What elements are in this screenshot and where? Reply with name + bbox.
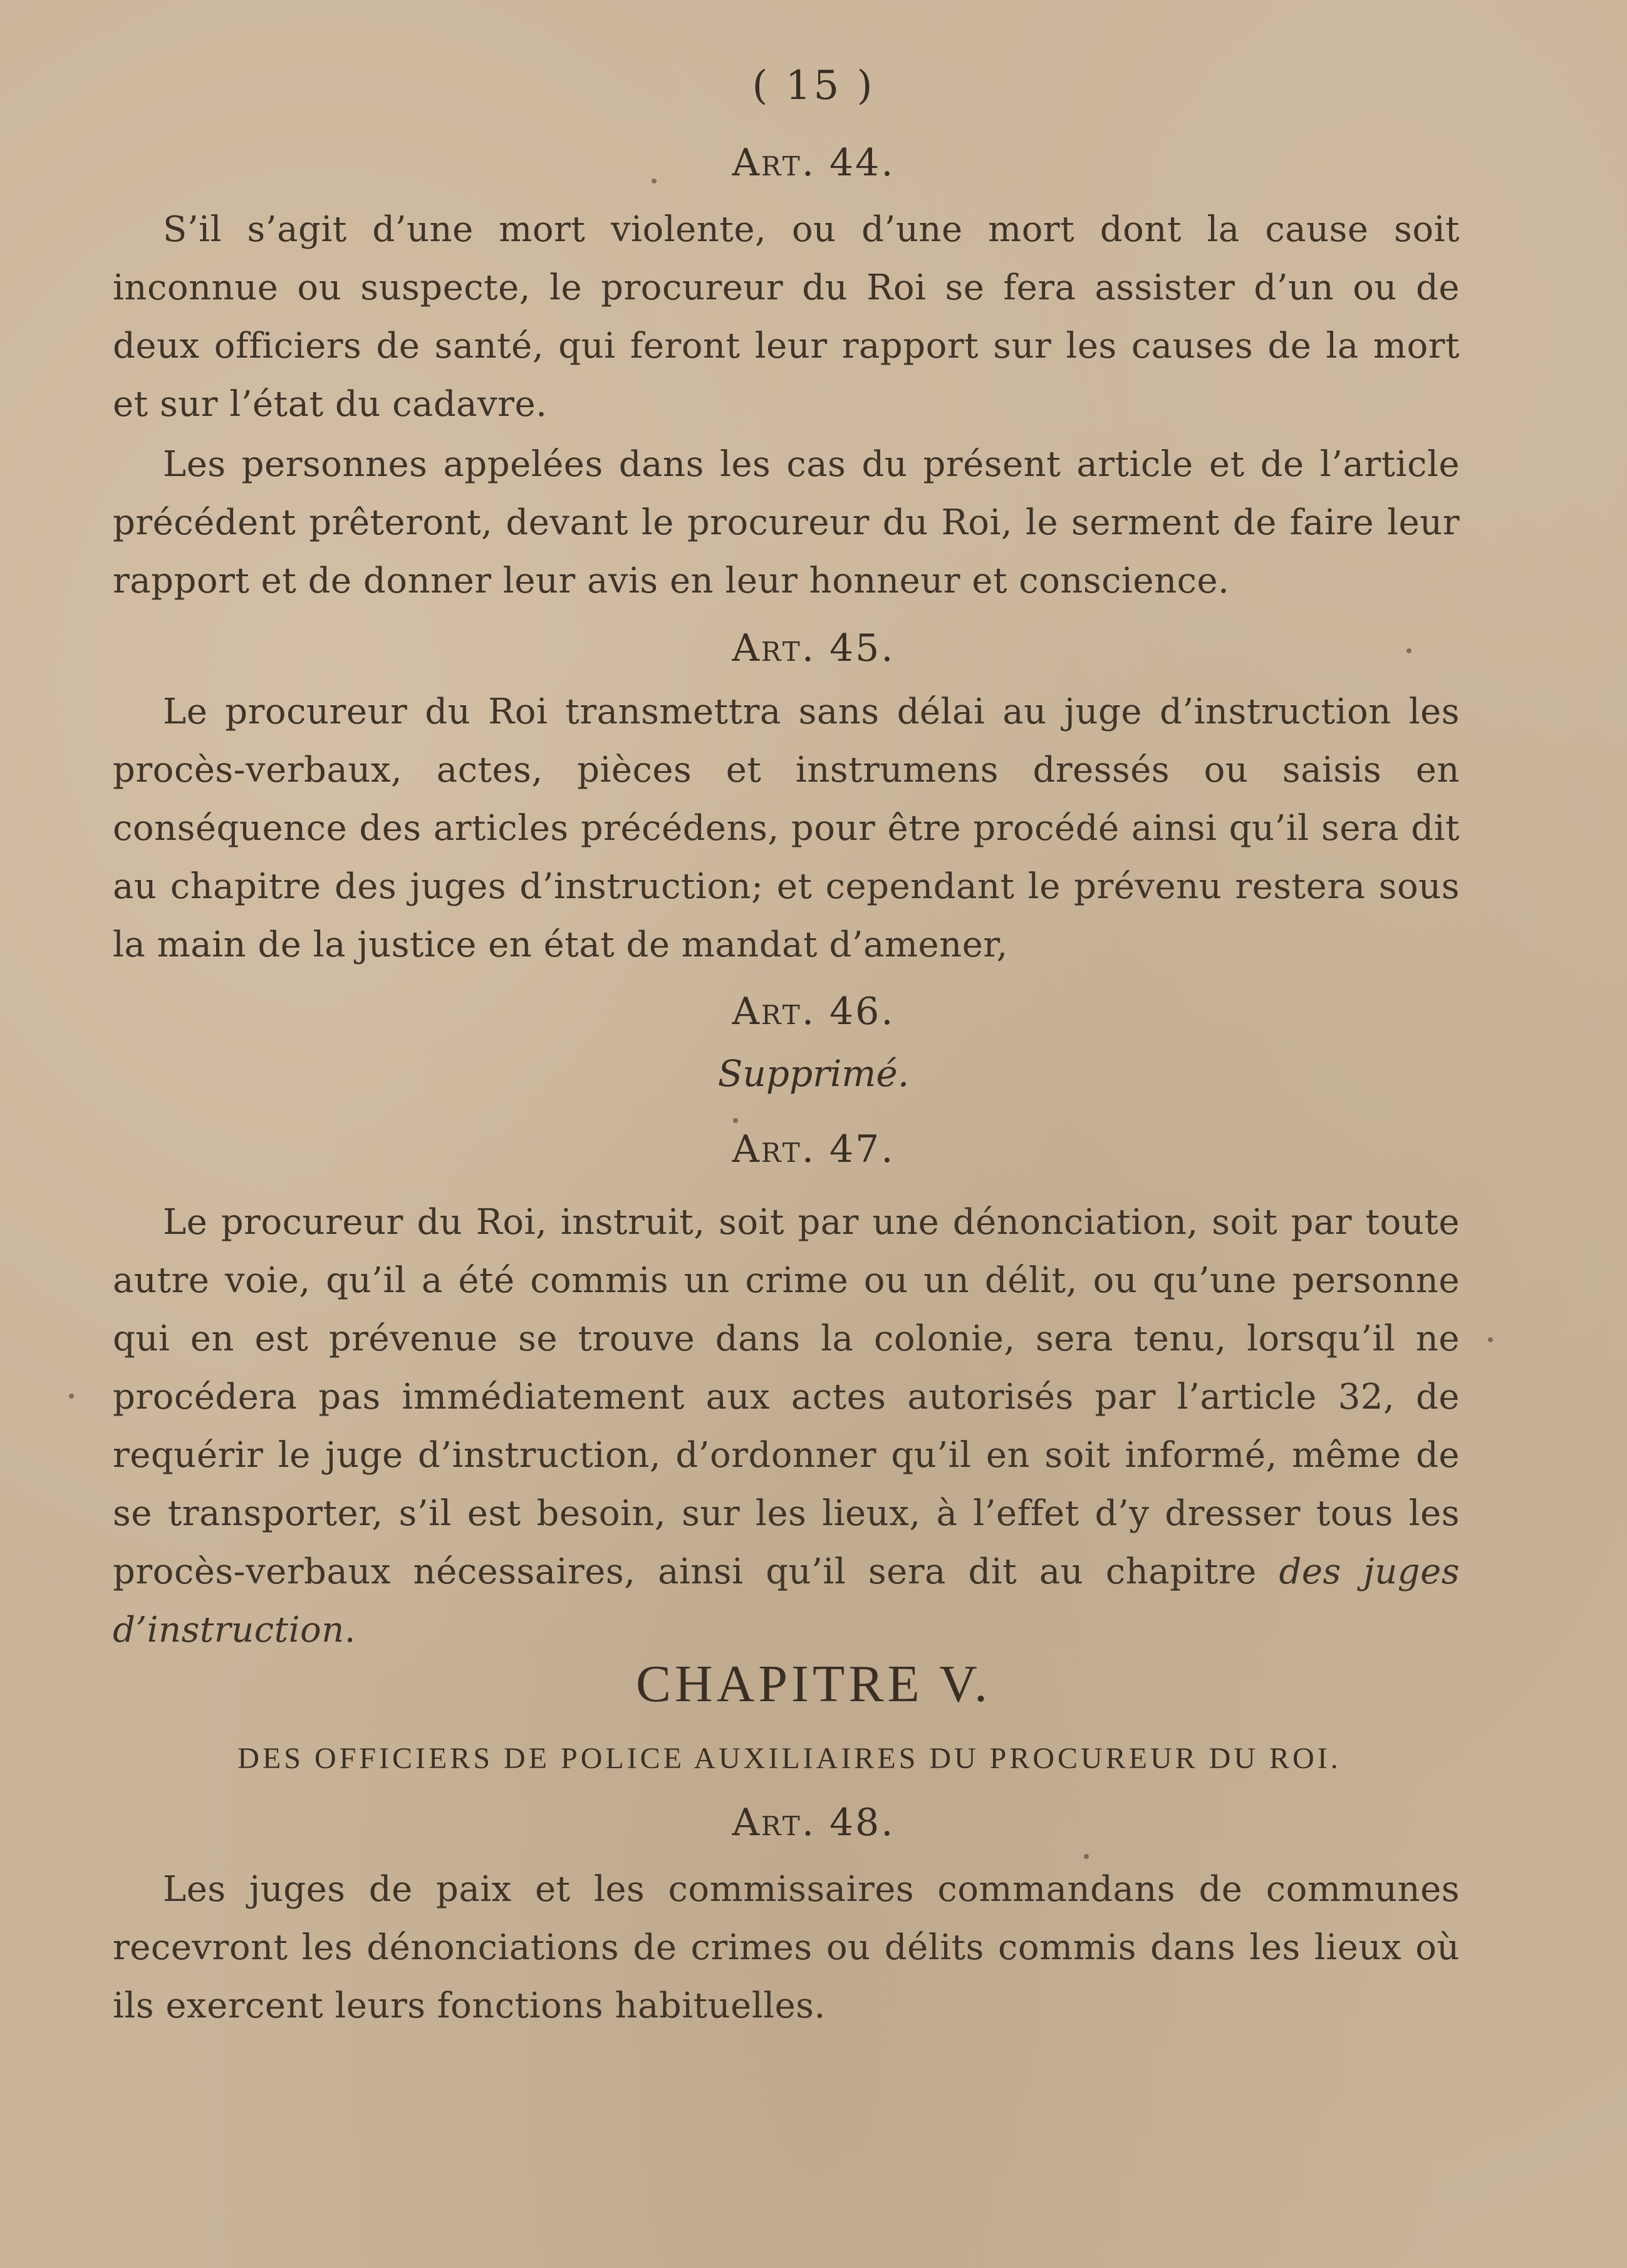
article-44-text-2: Les personnes appelées dans les cas du présent article et de l’article précédent prêteront, devant le procureur du Roi, le serment de faire leur rapport et de donner leur avis en leur honneur et conscience.: [113, 444, 1460, 601]
paper-speck: [1488, 1337, 1493, 1342]
paper-speck: [733, 1118, 738, 1123]
article-45-paragraph: [113, 683, 1460, 974]
article-44-text-1: S’il s’agit d’une mort violente, ou d’une mort dont la cause soit inconnue ou suspecte, le procureur du Roi se fera assister d’un ou de deux officiers de santé, qui feront leur rapport sur les causes de la mort et sur l’état du cadavre.: [113, 209, 1460, 425]
article-47-italic-ref: des juges d’instruction: [113, 1551, 1460, 1650]
article-45-text: Le procureur du Roi transmettra sans délai au juge d’instruction les procès-verbaux, actes, pièces et instrumens dressés ou saisis en conséquence des articles précédens, pour être procédé ainsi qu’il sera dit au chapitre des juges d’instruction; et cependant le prévenu restera sous la main de la justice en état de mandat d’amener,: [113, 691, 1460, 965]
paper-speck: [1084, 1854, 1089, 1859]
article-47-label: Art. 47.: [732, 1127, 895, 1171]
article-48-heading: [0, 1801, 1627, 1845]
chapter-title: CHAPITRE V.: [635, 1655, 991, 1713]
page-number: ( 15 ): [752, 63, 875, 109]
article-44-paragraph-1: [113, 200, 1460, 433]
article-47-heading: [0, 1127, 1627, 1171]
article-46-label: Art. 46.: [732, 990, 895, 1033]
article-45-heading: [0, 626, 1627, 670]
article-45-label: Art. 45.: [732, 626, 895, 670]
article-44-heading: [0, 141, 1627, 185]
article-48-label: Art. 48.: [732, 1801, 895, 1845]
article-48-paragraph: [113, 1860, 1460, 2035]
article-47-text: Le procureur du Roi, instruit, soit par une dénonciation, soit par toute autre voie, qu’il a été commis un crime ou un délit, ou qu’une personne qui en est prévenue se trouve dans la colonie, sera tenu, lorsqu’il ne procédera pas immédiatement aux actes autorisés par l’article 32, de requérir le juge d’instruction, d’ordonner qu’il en soit informé, même de se transporter, s’il est besoin, sur les lieux, à l’effet d’y dresser tous les procès-verbaux nécessaires, ainsi qu’il sera dit au chapitre: [113, 1202, 1460, 1592]
article-47-end: .: [344, 1610, 356, 1650]
paper-speck: [652, 179, 657, 184]
paper-speck: [69, 1394, 74, 1399]
paper-speck: [1406, 648, 1411, 653]
article-44-paragraph-2: [113, 435, 1460, 610]
article-46-heading: [0, 990, 1627, 1033]
article-47-paragraph: [113, 1193, 1460, 1659]
article-48-text: Les juges de paix et les commissaires commandans de communes recevront les dénonciations de crimes ou délits commis dans les lieux où ils exercent leurs fonctions habituelles.: [113, 1869, 1460, 2026]
article-44-label: Art. 44.: [732, 141, 895, 185]
chapter-subtitle: DES OFFICIERS DE POLICE AUXILIAIRES DU PROCUREUR DU ROI.: [237, 1742, 1341, 1775]
article-46-note: Supprimé.: [717, 1052, 910, 1095]
